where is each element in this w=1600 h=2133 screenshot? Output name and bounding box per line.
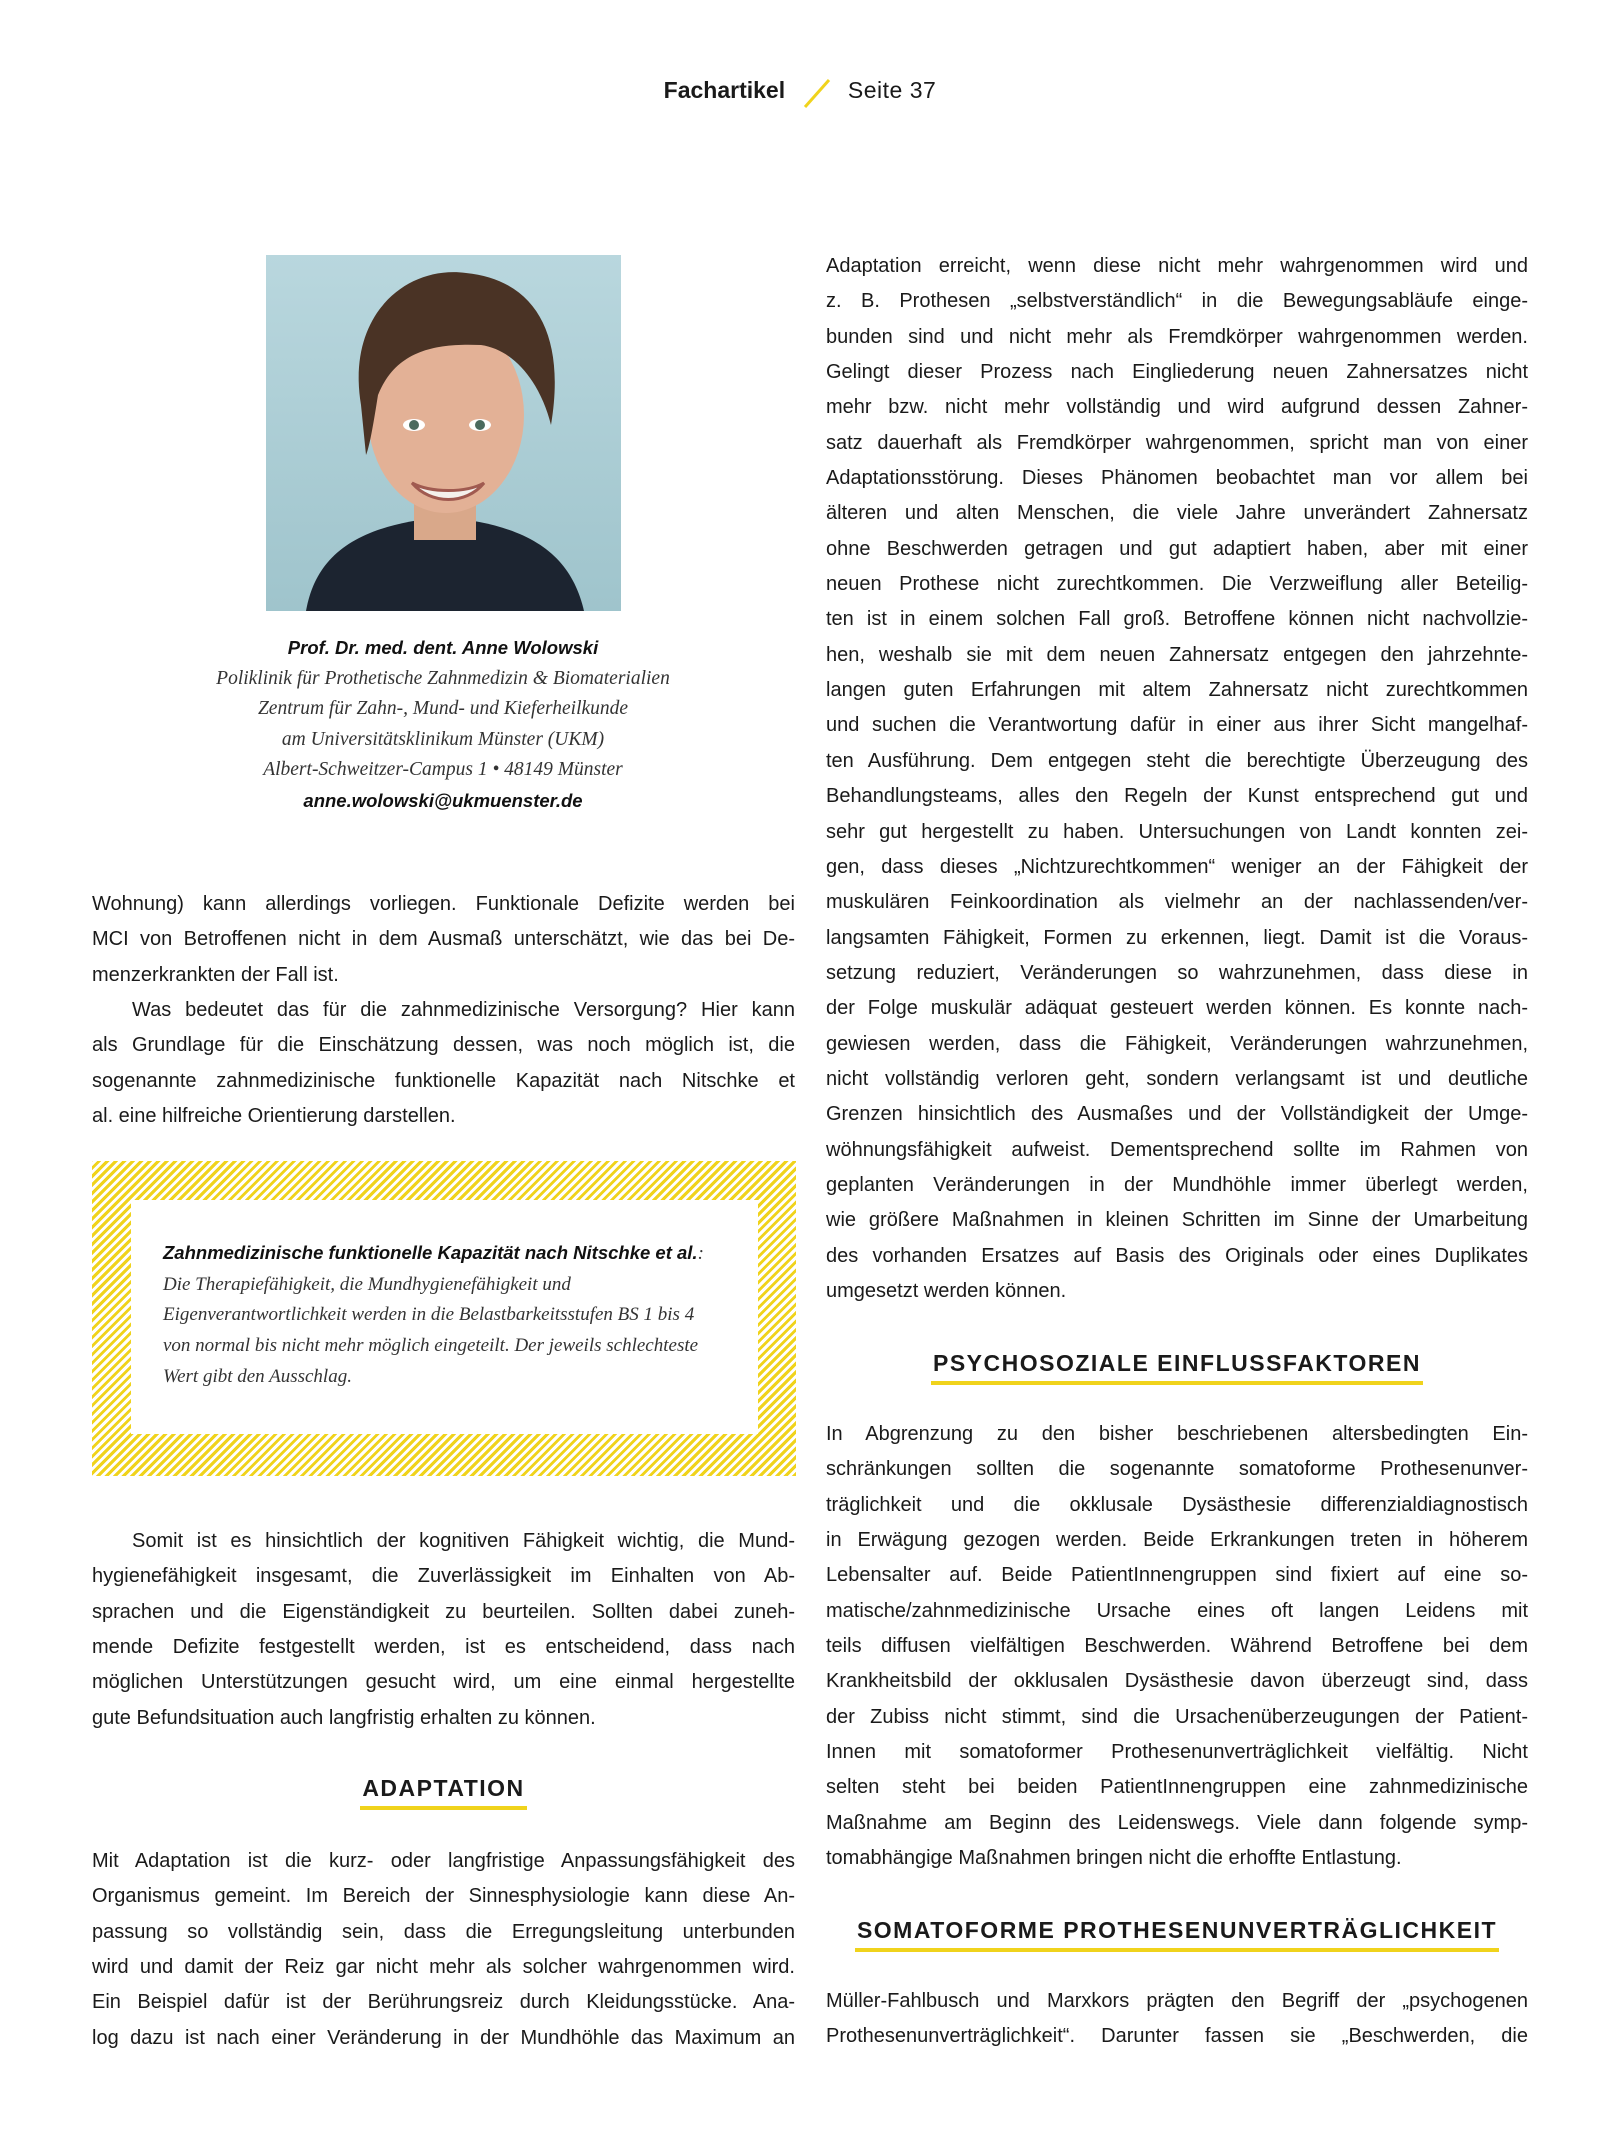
text-line: Organismus gemeint. Im Bereich der Sinnesphysiologie kann diese An- bbox=[92, 1885, 795, 1908]
text-line: tomabhängige Maßnahmen bringen nicht die erhoffte Entlastung. bbox=[826, 1847, 1402, 1870]
paragraph bbox=[826, 249, 1528, 1309]
text-line: nicht vollständig verloren geht, sondern verlangsamt ist und deutliche bbox=[826, 1067, 1528, 1090]
text-line: mehr bzw. nicht mehr vollständig und wird aufgrund dessen Zahner- bbox=[826, 396, 1528, 419]
text-line: des vorhanden Ersatzes auf Basis des Originals oder eines Duplikates bbox=[826, 1244, 1528, 1267]
text-line: z. B. Prothesen „selbstverständlich“ in die Bewegungsabläufe einge- bbox=[826, 290, 1528, 313]
text-line: selten steht bei beiden PatientInnengruppen eine zahnmedizinische bbox=[826, 1776, 1528, 1799]
text-line: gewiesen werden, dass die Fähigkeit, Veränderungen wahrzunehmen, bbox=[826, 1032, 1528, 1055]
paragraph bbox=[826, 1417, 1528, 1876]
text-line: Wohnung) kann allerdings vorliegen. Funktionale Defizite werden bei bbox=[92, 893, 795, 915]
text-line: MCI von Betroffenen nicht in dem Ausmaß unterschätzt, wie das bei De- bbox=[92, 928, 795, 951]
info-box-description: : Die Therapiefähigkeit, die Mundhygienefähigkeit und Eigenverantwortlichkeit werden in die Belastbarkeitsstufen BS 1 bis 4 von normal bis nicht mehr möglich eingeteilt. Der jeweils schlechteste Wert gibt den Ausschlag. bbox=[163, 1243, 704, 1387]
page-number: Seite 37 bbox=[847, 77, 937, 103]
author-name: Prof. Dr. med. dent. Anne Wolowski bbox=[287, 637, 599, 658]
author-caption bbox=[143, 633, 743, 816]
text-line: Behandlungsteams, alles den Regeln der Kunst entsprechend gut und bbox=[826, 785, 1528, 808]
heading-text: ADAPTATION bbox=[360, 1773, 526, 1810]
text-line: Krankheitsbild der okklusalen Dysästhesie davon überzeugt sind, dass bbox=[826, 1670, 1528, 1693]
text-line: ten Ausführung. Dem entgegen steht die berechtigte Überzeugung des bbox=[826, 749, 1528, 772]
text-line: träglichkeit und die okklusale Dysästhesie differenzialdiagnostisch bbox=[826, 1493, 1528, 1516]
text-line: neuen Prothese nicht zurechtkommen. Die Verzweiflung aller Beteilig- bbox=[826, 573, 1528, 596]
address-line: Albert-Schweitzer-Campus 1 • 48149 Münster bbox=[263, 759, 623, 780]
text-line: der Folge muskulär adäquat gesteuert werden können. Es konnte nach- bbox=[826, 997, 1528, 1020]
text-line: möglichen Unterstützungen gesucht wird, um eine einmal hergestellte bbox=[92, 1671, 795, 1694]
text-line: wöhnungsfähigkeit aufweist. Dementsprechend sollte im Rahmen von bbox=[826, 1138, 1528, 1161]
section-heading-psychosozial bbox=[826, 1348, 1528, 1385]
text-line: bunden sind und nicht mehr als Fremdkörper wahrgenommen werden. bbox=[826, 325, 1528, 348]
section-label: Fachartikel bbox=[663, 77, 786, 103]
text-line: in Erwägung gezogen werden. Beide Erkrankungen treten in höherem bbox=[826, 1529, 1528, 1552]
text-line: langen guten Erfahrungen mit altem Zahnersatz nicht zurechtkommen bbox=[826, 679, 1528, 702]
section-heading-adaptation bbox=[92, 1773, 795, 1810]
text-line: sehr gut hergestellt zu haben. Untersuchungen von Landt konnten zei- bbox=[826, 820, 1528, 843]
affiliation-line: Poliklinik für Prothetische Zahnmedizin & Biomaterialien bbox=[216, 667, 670, 689]
text-line: In Abgrenzung zu den bisher beschriebenen altersbedingten Ein- bbox=[826, 1423, 1528, 1445]
author-photo bbox=[266, 255, 621, 611]
section-heading-somatoform bbox=[826, 1915, 1528, 1952]
paragraph bbox=[92, 1844, 795, 2056]
author-email-link[interactable]: anne.wolowski@ukmuenster.de bbox=[303, 789, 583, 811]
text-line: hygienefähigkeit insgesamt, die Zuverlässigkeit im Einhalten von Ab- bbox=[92, 1565, 795, 1588]
text-line: wird und damit der Reiz gar nicht mehr als solcher wahrgenommen wird. bbox=[92, 1956, 795, 1979]
slash-divider-icon bbox=[802, 74, 832, 110]
text-line: teils diffusen vielfältigen Beschwerden. Während Betroffene bei dem bbox=[826, 1635, 1528, 1658]
text-line: Adaptation erreicht, wenn diese nicht mehr wahrgenommen wird und bbox=[826, 255, 1528, 277]
text-line: al. eine hilfreiche Orientierung darstellen. bbox=[92, 1105, 456, 1128]
text-line: Müller-Fahlbusch und Marxkors prägten den Begriff der „psychogenen bbox=[826, 1990, 1528, 2012]
text-line: ohne Beschwerden getragen und gut adaptiert haben, aber mit einer bbox=[826, 537, 1528, 560]
text-line: sprachen und die Eigenständigkeit zu beurteilen. Sollten dabei zuneh- bbox=[92, 1600, 795, 1623]
info-box bbox=[92, 1161, 796, 1476]
text-line: als Grundlage für die Einschätzung dessen, was noch möglich ist, die bbox=[92, 1034, 795, 1057]
text-line: passung so vollständig sein, dass die Erregungsleitung unterbunden bbox=[92, 1920, 795, 1943]
text-line: log dazu ist nach einer Veränderung in der Mundhöhle das Maximum an bbox=[92, 2026, 795, 2049]
text-line: menzerkrankten der Fall ist. bbox=[92, 963, 339, 986]
text-line: schränkungen sollten die sogenannte somatoforme Prothesenunver- bbox=[826, 1458, 1528, 1481]
paragraph bbox=[826, 1984, 1528, 2055]
affiliation-line: am Universitätsklinikum Münster (UKM) bbox=[281, 728, 605, 750]
heading-text: SOMATOFORME PROTHESENUNVERTRÄGLICHKEIT bbox=[855, 1915, 1499, 1952]
paragraph bbox=[92, 993, 795, 1134]
text-line: muskulären Feinkoordination als vielmehr an der nachlassenden/ver- bbox=[826, 891, 1528, 914]
info-box-body bbox=[131, 1200, 758, 1434]
paragraph bbox=[92, 887, 795, 993]
text-line: setzung reduziert, Veränderungen so wahrzunehmen, dass diese in bbox=[826, 961, 1528, 984]
heading-text: PSYCHOSOZIALE EINFLUSSFAKTOREN bbox=[931, 1348, 1423, 1385]
text-line: wie größere Maßnahmen in kleinen Schritten im Sinne der Umarbeitung bbox=[826, 1209, 1528, 1232]
text-line: Was bedeutet das für die zahnmedizinische Versorgung? Hier kann bbox=[132, 999, 795, 1021]
text-line: Somit ist es hinsichtlich der kognitiven Fähigkeit wichtig, die Mund- bbox=[132, 1530, 795, 1552]
running-header bbox=[0, 72, 1600, 110]
text-line: und suchen die Verantwortung dafür in einer aus ihrer Sicht mangelhaf- bbox=[826, 714, 1528, 737]
text-line: Grenzen hinsichtlich des Ausmaßes und der Vollständigkeit der Umge- bbox=[826, 1103, 1528, 1126]
text-line: Innen mit somatoformer Prothesenunverträglichkeit vielfältig. Nicht bbox=[826, 1741, 1528, 1764]
text-line: sogenannte zahnmedizinische funktionelle Kapazität nach Nitschke et bbox=[92, 1069, 795, 1092]
text-line: älteren und alten Menschen, die viele Jahre unverändert Zahnersatz bbox=[826, 502, 1528, 525]
info-box-text bbox=[163, 1238, 723, 1393]
text-line: gute Befundsituation auch langfristig erhalten zu können. bbox=[92, 1706, 596, 1729]
text-line: ten ist in einem solchen Fall groß. Betroffene können nicht nachvollzie- bbox=[826, 608, 1528, 631]
text-line: matische/zahnmedizinische Ursache eines oft langen Leidens mit bbox=[826, 1599, 1528, 1622]
text-line: Ein Beispiel dafür ist der Berührungsreiz durch Kleidungsstücke. Ana- bbox=[92, 1991, 795, 2014]
info-box-title: Zahnmedizinische funktionelle Kapazität nach Nitschke et al. bbox=[163, 1242, 698, 1263]
text-line: hen, weshalb sie mit dem neuen Zahnersatz entgegen den jahrzehnte- bbox=[826, 643, 1528, 666]
text-line: Lebensalter auf. Beide PatientInnengruppen sind fixiert auf eine so- bbox=[826, 1564, 1528, 1587]
affiliation-line: Zentrum für Zahn-, Mund- und Kieferheilkunde bbox=[257, 698, 629, 719]
text-line: geplanten Veränderungen in der Mundhöhle immer überlegt werden, bbox=[826, 1173, 1528, 1196]
text-line: umgesetzt werden können. bbox=[826, 1279, 1067, 1302]
text-line: mende Defizite festgestellt werden, ist es entscheidend, dass nach bbox=[92, 1636, 795, 1659]
text-line: gen, dass dieses „Nichtzurechtkommen“ weniger an der Fähigkeit der bbox=[826, 855, 1528, 878]
text-line: Mit Adaptation ist die kurz- oder langfristige Anpassungsfähigkeit des bbox=[92, 1850, 795, 1872]
text-line: Maßnahme am Beginn des Leidenswegs. Viele dann folgende symp- bbox=[826, 1811, 1528, 1834]
text-line: der Zubiss nicht stimmt, sind die Ursachenüberzeugungen der Patient- bbox=[826, 1705, 1528, 1728]
paragraph bbox=[92, 1524, 795, 1736]
text-line: satz dauerhaft als Fremdkörper wahrgenommen, spricht man von einer bbox=[826, 431, 1528, 454]
text-line: langsamten Fähigkeit, Formen zu erkennen, liegt. Damit ist die Voraus- bbox=[826, 926, 1528, 949]
text-line: Adaptationsstörung. Dieses Phänomen beobachtet man vor allem bei bbox=[826, 467, 1528, 490]
text-line: Prothesenunverträglichkeit“. Darunter fassen sie „Beschwerden, die bbox=[826, 2025, 1528, 2048]
text-line: Gelingt dieser Prozess nach Eingliederung neuen Zahnersatzes nicht bbox=[826, 361, 1528, 384]
